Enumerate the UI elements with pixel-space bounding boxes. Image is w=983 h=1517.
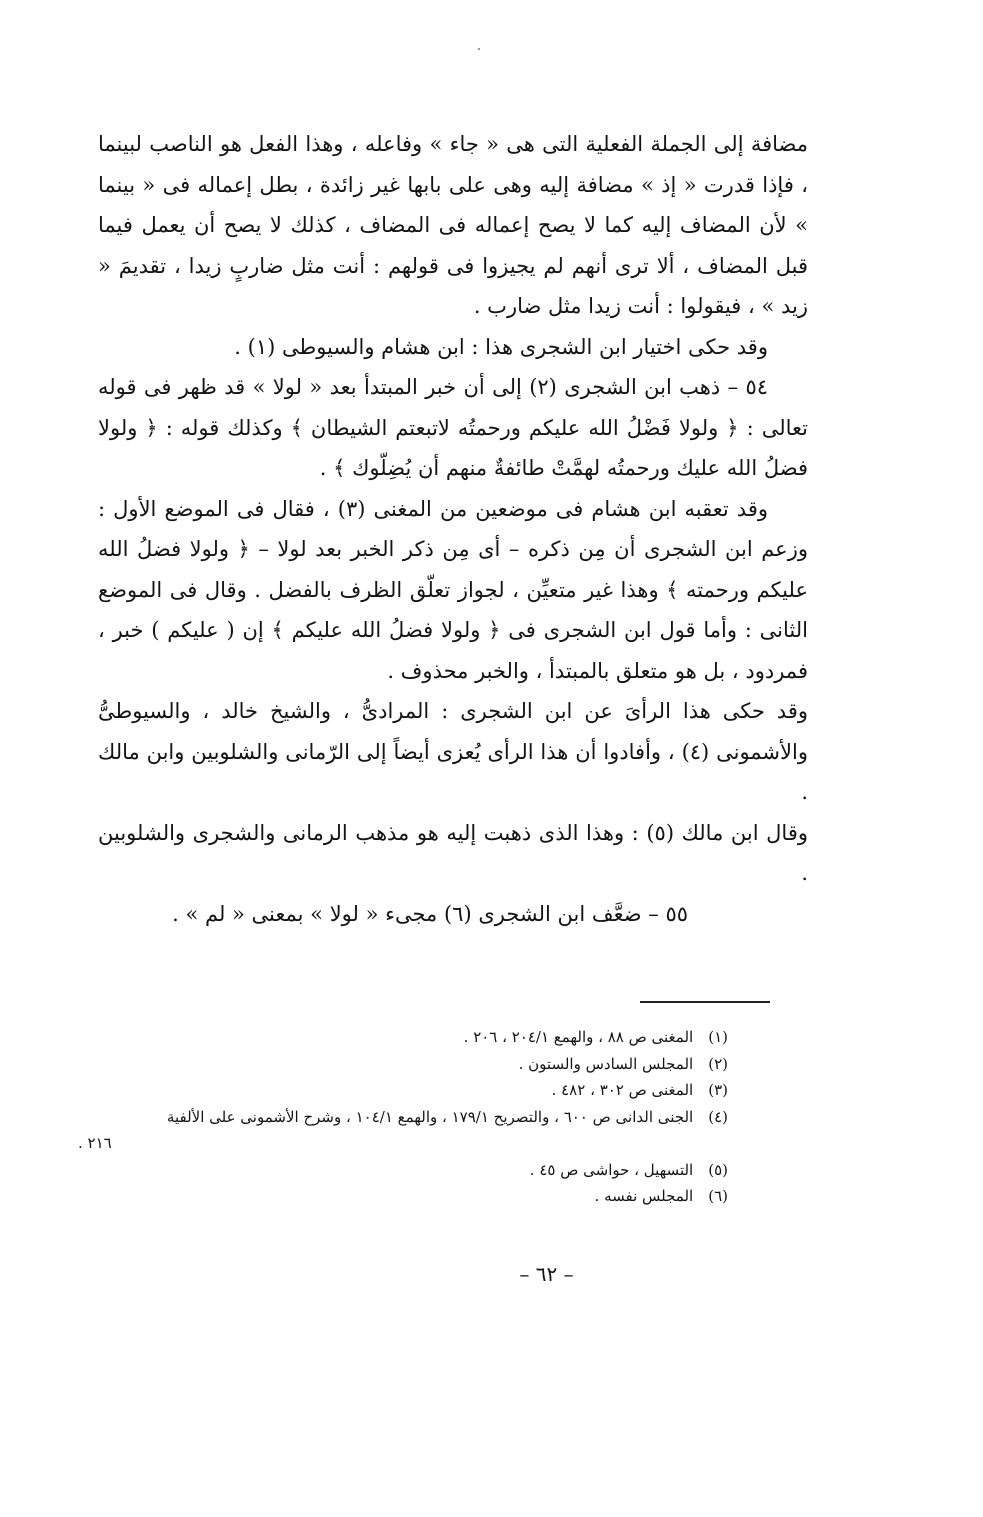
footnote-text: المغنى ص ٣٠٢ ، ٤٨٢ . [551, 1081, 694, 1099]
footnote-separator [640, 1001, 770, 1003]
scan-speck [478, 48, 480, 50]
footnote-number: (٤) [708, 1107, 728, 1126]
page-number-text: – ٦٢ – [519, 1262, 574, 1286]
footnote-6 [78, 1183, 728, 1210]
footnote-text: المغنى ص ٨٨ ، والهمع ٢٠٤/١ ، ٢٠٦ . [463, 1028, 694, 1046]
footnote-2 [78, 1051, 728, 1078]
footnote-text: ٢١٦ . [78, 1134, 112, 1152]
paragraph-3: ٥٤ – ذهب ابن الشجرى (٢) إلى أن خبر المبتدأ بعد « لولا » قد ظهر فى قوله تعالى : ﴿ ولولا فَضْلُ الله عليكم ورحمتُه لاتبعتم الشيطان ﴾ وكذلك قوله : ﴿ ولولا فضلُ الله عليك ورحمتُه لهمَّتْ طائفةٌ منهم أن يُضِلّوك ﴾ . [98, 375, 808, 480]
footnote-text: المجلس نفسه . [594, 1187, 694, 1205]
footnote-number: (١) [708, 1028, 728, 1046]
footnote-number: (٢) [708, 1054, 728, 1073]
paragraph-2: وقد حكى اختيار ابن الشجرى هذا : ابن هشام والسيوطى (١) . [234, 334, 768, 359]
footnote-number: (٦) [708, 1187, 728, 1205]
footnote-5 [78, 1157, 728, 1184]
footnote-1 [78, 1024, 728, 1051]
paragraph-7: ٥٥ – ضعَّف ابن الشجرى (٦) مجىء « لولا » بمعنى « لم » . [172, 901, 688, 926]
footnote-4-continuation [78, 1130, 728, 1157]
footnote-text: التسهيل ، حواشى ص ٤٥ . [529, 1160, 694, 1179]
main-text [98, 124, 808, 934]
paragraph-4: وقد تعقبه ابن هشام فى موضعين من المغنى (٣) ، فقال فى الموضع الأول : وزعم ابن الشجرى أن مِن ذكره – أى مِن ذكر الخبر بعد لولا – ﴿ ولولا فضلُ الله عليكم ورحمته ﴾ وهذا غير متعيِّن ، لجواز تعلّق الظرف بالفضل . وقال فى الموضع الثانى : وأما قول ابن الشجرى فى ﴿ ولولا فضلُ الله عليكم ﴾ إن ( عليكم ) خبر ، فمردود ، بل هو متعلق بالمبتدأ ، والخبر محذوف . [98, 496, 808, 683]
footnotes [78, 1024, 728, 1210]
footnote-number: (٣) [708, 1081, 728, 1099]
footnote-text: الجنى الدانى ص ٦٠٠ ، والتصريح ١٧٩/١ ، والهمع ١٠٤/١ ، وشرح الأشمونى على الألفية [166, 1107, 694, 1126]
footnote-4 [78, 1104, 728, 1131]
paragraph-1: مضافة إلى الجملة الفعلية التى هى « جاء » وفاعله ، وهذا الفعل هو الناصب لبينما ، فإذا قدرت « إذ » مضافة إليه وهى على بابها غير زائدة ، بطل إعماله فى « بينما » لأن المضاف إليه كما لا يصح إعماله فى المضاف ، كذلك لا يصح أن يعمل فيما قبل المضاف ، ألا ترى أنهم لم يجيزوا فى قولهم : أنت مثل ضاربٍ زيدا ، تقديمَ « زيد » ، فيقولوا : أنت زيدا مثل ضارب . [98, 132, 808, 318]
footnote-number: (٥) [708, 1160, 728, 1179]
footnote-text: المجلس السادس والستون . [518, 1054, 694, 1073]
page-number [0, 1262, 983, 1286]
paragraph-6: وقال ابن مالك (٥) : وهذا الذى ذهبت إليه هو مذهب الرمانى والشجرى والشلوبين . [98, 820, 808, 885]
paragraph-5: وقد حكى هذا الرأىَ عن ابن الشجرى : المرادىُّ ، والشيخ خالد ، والسيوطىُّ والأشمونى (٤) ، وأفادوا أن هذا الرأى يُعزى أيضاً إلى الرّمانى والشلوبين وابن مالك . [98, 699, 808, 804]
footnote-3 [78, 1077, 728, 1104]
